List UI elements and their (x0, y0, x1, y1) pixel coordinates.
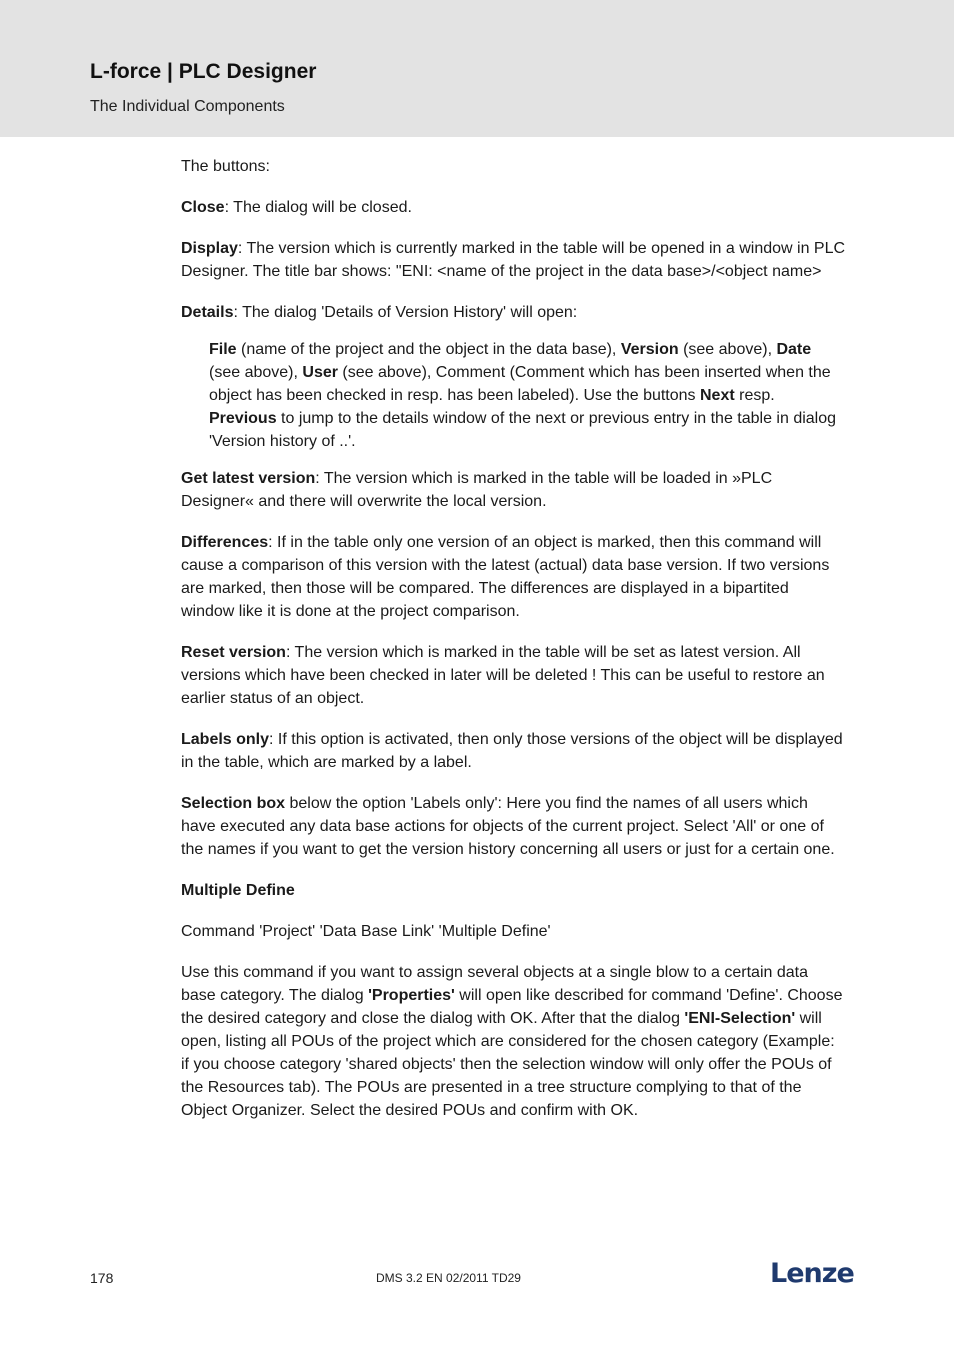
paragraph-close: Close: The dialog will be closed. (181, 199, 412, 216)
section-heading-multiple-define: Multiple Define (181, 882, 295, 899)
term-differences: Differences (181, 534, 269, 551)
term-display: Display (181, 240, 238, 257)
page-header (0, 0, 954, 137)
header-title: L-force | PLC Designer (90, 60, 317, 83)
paragraph-get-latest: Get latest version: The version which is marked in the table will be loaded in »PLC Designer« and there will overwrite the local version. (181, 470, 773, 510)
paragraph-reset: Reset version: The version which is marked in the table will be set as latest version. All versions which have been checked in later will be deleted ! This can be useful to restore an earlier status of an object. (181, 644, 825, 707)
term-reset: Reset version (181, 644, 286, 661)
document-body (181, 155, 846, 1140)
term-get-latest: Get latest version (181, 470, 316, 487)
paragraph-buttons: The buttons: (181, 158, 270, 175)
page-number: 178 (90, 1270, 114, 1286)
paragraph-selection-box: Selection box below the option 'Labels only': Here you find the names of all users which have executed any data base actions for objects of the current project. Select 'All' or one of the names if you want to get the version history concerning all users or just for a certain one. (181, 795, 835, 858)
term-close: Close (181, 199, 225, 216)
document-reference: DMS 3.2 EN 02/2011 TD29 (376, 1271, 521, 1285)
paragraph-details: Details: The dialog 'Details of Version History' will open: (181, 304, 578, 321)
paragraph-use-command: Use this command if you want to assign several objects at a single blow to a certain data base category. The dialog 'Properties' will open like described for command 'Define'. Choose the desired category and close the dialog with OK. After that the dialog 'ENI-Selection' will open, listing all POUs of the project which are considered for the chosen category (Example: if you choose category 'shared objects' then the selection window will only offer the POUs of the Resources tab). The POUs are presented in a tree structure complying to that of the Object Organizer. Select the desired POUs and confirm with OK. (181, 964, 843, 1119)
term-selection-box: Selection box (181, 795, 286, 812)
paragraph-command: Command 'Project' 'Data Base Link' 'Multiple Define' (181, 923, 551, 940)
paragraph-details-description: File (name of the project and the object in the data base), Version (see above), Date (see above), User (see above), Comment (Comment which has been inserted when the object has been checked in resp. has been labeled). Use the buttons Next resp. Previous to jump to the details window of the next or previous entry in the table in dialog 'Version history of ..'. (209, 341, 837, 450)
term-labels-only: Labels only (181, 731, 270, 748)
paragraph-differences: Differences: If in the table only one version of an object is marked, then this command will cause a comparison of this version with the latest (actual) data base version. If two versions are marked, then those will be compared. The differences are displayed in a bipartited window like it is done at the project comparison. (181, 534, 830, 620)
paragraph-display: Display: The version which is currently marked in the table will be opened in a window in PLC Designer. The title bar shows: "ENI: <name of the project in the data base>/<object name> (181, 240, 846, 280)
header-subtitle: The Individual Components (90, 98, 285, 115)
term-details: Details (181, 304, 234, 321)
lenze-logo: Lenze (770, 1258, 854, 1289)
paragraph-labels-only: Labels only: If this option is activated, then only those versions of the object will be displayed in the table, which are marked by a label. (181, 731, 843, 771)
